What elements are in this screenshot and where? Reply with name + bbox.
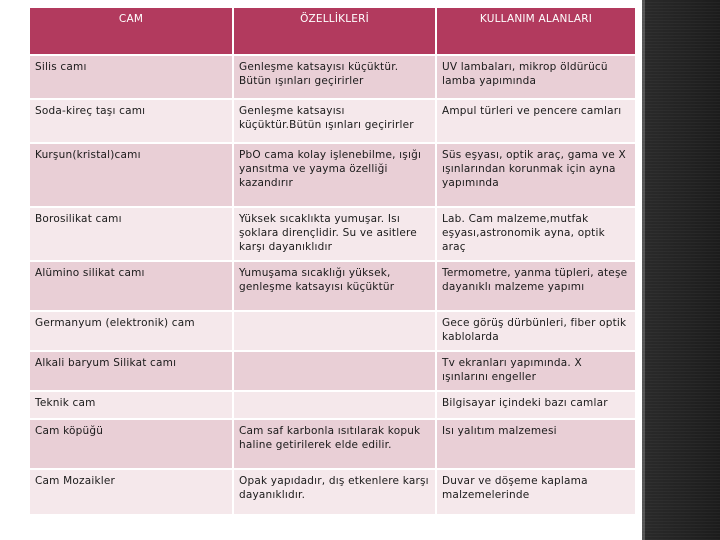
cell-cam: Kurşun(kristal)camı [30, 143, 233, 207]
header-row [30, 8, 636, 55]
header-cam: CAM [30, 8, 233, 55]
cell-ozellik: Genleşme katsayısı küçüktür. Bütün ışınları geçirirler [233, 55, 436, 99]
cell-cam: Teknik cam [30, 391, 233, 419]
cell-ozellik: Yüksek sıcaklıkta yumuşar. Isı şoklara dirençlidir. Su ve asitlere karşı dayanıklıdır [233, 207, 436, 261]
table-row [30, 311, 636, 351]
cell-kullanim: Isı yalıtım malzemesi [436, 419, 636, 469]
cell-ozellik: Opak yapıdadır, dış etkenlere karşı dayanıklıdır. [233, 469, 436, 515]
cell-cam: Alümino silikat camı [30, 261, 233, 311]
cell-kullanim: UV lambaları, mikrop öldürücü lamba yapımında [436, 55, 636, 99]
cell-ozellik: Yumuşama sıcaklığı yüksek, genleşme katsayısı küçüktür [233, 261, 436, 311]
cell-kullanim: Süs eşyası, optik araç, gama ve X ışınlarından korunmak için ayna yapımında [436, 143, 636, 207]
cell-cam: Silis camı [30, 55, 233, 99]
cell-kullanim: Bilgisayar içindeki bazı camlar [436, 391, 636, 419]
cell-kullanim: Lab. Cam malzeme,mutfak eşyası,astronomik ayna, optik araç [436, 207, 636, 261]
table-row [30, 99, 636, 143]
cell-ozellik: Cam saf karbonla ısıtılarak kopuk haline getirilerek elde edilir. [233, 419, 436, 469]
decorative-side-strip [642, 0, 720, 540]
cell-kullanim: Duvar ve döşeme kaplama malzemelerinde [436, 469, 636, 515]
table-row [30, 391, 636, 419]
table-row [30, 207, 636, 261]
cell-kullanim: Ampul türleri ve pencere camları [436, 99, 636, 143]
cell-ozellik [233, 311, 436, 351]
header-ozellikleri: ÖZELLİKLERİ [233, 8, 436, 55]
table-row [30, 351, 636, 391]
table-row [30, 143, 636, 207]
table-row [30, 55, 636, 99]
cell-kullanim: Tv ekranları yapımında. X ışınlarını engeller [436, 351, 636, 391]
cell-cam: Soda-kireç taşı camı [30, 99, 233, 143]
cell-ozellik [233, 391, 436, 419]
cell-cam: Cam köpüğü [30, 419, 233, 469]
table-row [30, 261, 636, 311]
cell-ozellik: Genleşme katsayısı küçüktür.Bütün ışınları geçirirler [233, 99, 436, 143]
table-row [30, 419, 636, 469]
cell-kullanim: Termometre, yanma tüpleri, ateşe dayanıklı malzeme yapımı [436, 261, 636, 311]
table-row [30, 469, 636, 515]
header-kullanim-alanlari: KULLANIM ALANLARI [436, 8, 636, 55]
cell-cam: Cam Mozaikler [30, 469, 233, 515]
glass-types-table [30, 8, 637, 516]
cell-ozellik [233, 351, 436, 391]
cell-kullanim: Gece görüş dürbünleri, fiber optik kablolarda [436, 311, 636, 351]
cell-cam: Germanyum (elektronik) cam [30, 311, 233, 351]
cell-ozellik: PbO cama kolay işlenebilme, ışığı yansıtma ve yayma özelliği kazandırır [233, 143, 436, 207]
cell-cam: Alkali baryum Silikat camı [30, 351, 233, 391]
cell-cam: Borosilikat camı [30, 207, 233, 261]
